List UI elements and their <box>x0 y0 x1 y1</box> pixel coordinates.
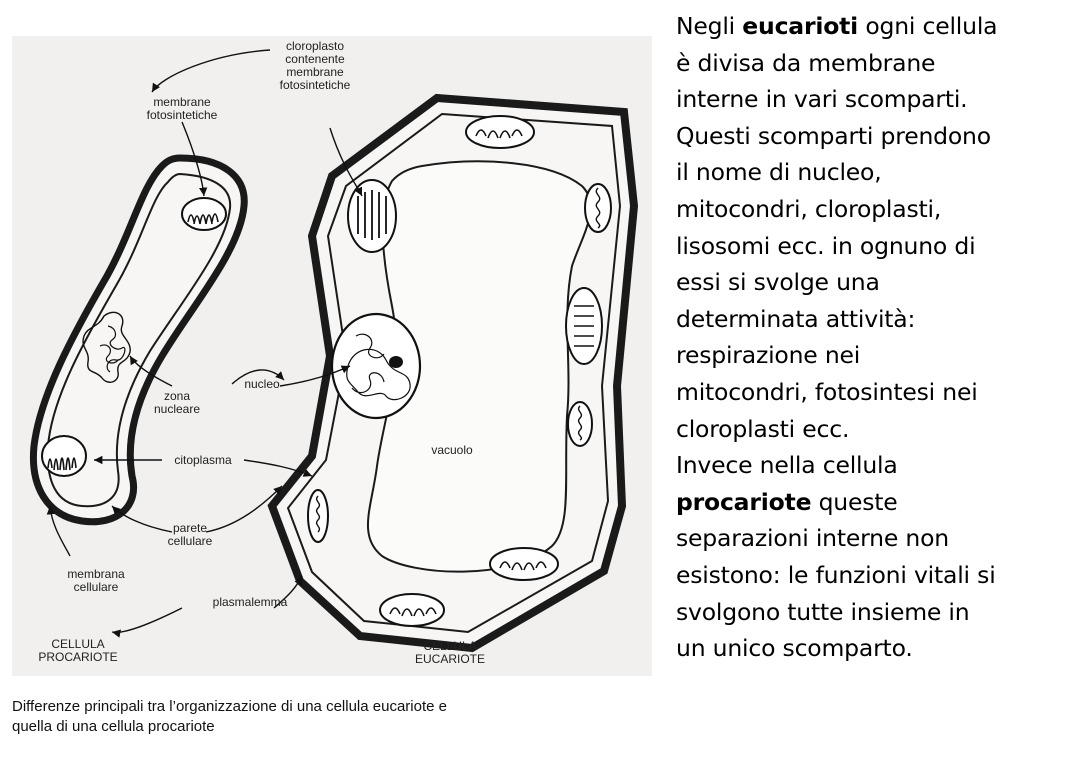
text-segment: Negli <box>676 12 743 40</box>
text-segment: Invece nella cellula <box>676 451 898 480</box>
figure-caption: Differenze principali tra l’organizzazione di una cellula eucariote e quella di una cellula procariote <box>12 698 447 735</box>
text-line <box>676 374 1068 411</box>
text-line <box>676 447 1068 484</box>
text-segment: esistono: le funzioni vitali si <box>676 560 996 589</box>
text-segment: determinata attività: <box>676 304 916 333</box>
text-line <box>676 45 1068 82</box>
text-segment: cloroplasti ecc. <box>676 414 850 443</box>
mitochondrion-right-top <box>585 184 611 232</box>
chloroplast-left <box>348 180 396 252</box>
text-line <box>676 228 1068 265</box>
text-segment: ogni cellula <box>858 12 998 40</box>
explanation-text <box>676 8 1068 667</box>
text-line <box>676 81 1068 118</box>
bold-term: procariote <box>676 487 812 516</box>
text-line <box>676 520 1068 557</box>
text-segment: respirazione nei <box>676 341 861 370</box>
text-segment: svolgono tutte insieme in <box>676 597 970 626</box>
label-cell-membrane: membrana cellulare <box>67 567 125 594</box>
label-cytoplasm: citoplasma <box>174 453 232 467</box>
label-plasmalemma: plasmalemma <box>212 595 288 609</box>
nucleus <box>332 314 420 418</box>
text-line <box>676 411 1068 448</box>
mitochondrion-left <box>308 490 328 542</box>
label-nuclear-zone: zona nucleare <box>153 389 201 416</box>
text-line <box>676 337 1068 374</box>
prokaryotic-cell <box>33 158 244 522</box>
text-line <box>676 557 1068 594</box>
chloroplast-bottom-right <box>490 548 558 580</box>
label-chloroplast: cloroplasto contenente membrane fotosintetiche <box>279 39 351 92</box>
label-eukaryotic-cell: CELLULA EUCARIOTE <box>414 639 485 666</box>
bold-term: eucarioti <box>742 12 859 40</box>
label-nucleus: nucleo <box>244 377 280 391</box>
chloroplast-bottom-left <box>380 594 444 626</box>
text-line <box>676 264 1068 301</box>
text-segment: essi si svolge una <box>676 268 880 297</box>
prokaryote-photosynthetic-membranes <box>182 198 226 230</box>
text-segment: è divisa da membrane <box>676 48 936 77</box>
text-line <box>676 594 1068 631</box>
prokaryote-membranes-bottom <box>42 436 86 476</box>
label-cell-wall: parete cellulare <box>167 521 213 548</box>
label-photosynthetic-membranes: membrane fotosintetiche <box>146 95 218 122</box>
text-segment: lisosomi ecc. in ognuno di <box>676 231 976 260</box>
text-segment: interne in vari scomparti. <box>676 85 968 114</box>
text-line <box>676 301 1068 338</box>
text-segment: un unico scomparto. <box>676 634 913 663</box>
text-segment: queste <box>811 487 898 516</box>
text-line <box>676 154 1068 191</box>
chloroplast-top <box>466 116 534 148</box>
text-line <box>676 484 1068 521</box>
cell-comparison-diagram <box>12 36 652 676</box>
text-line <box>676 191 1068 228</box>
chloroplast-right <box>566 288 602 364</box>
label-vacuole: vacuolo <box>431 443 473 457</box>
text-line <box>676 630 1068 667</box>
text-segment: separazioni interne non <box>676 524 949 553</box>
text-segment: mitocondri, cloroplasti, <box>676 194 942 223</box>
text-line <box>676 118 1068 155</box>
text-segment: il nome di nucleo, <box>676 158 882 187</box>
text-segment: mitocondri, fotosintesi nei <box>676 377 978 406</box>
mitochondrion-right <box>568 402 592 446</box>
label-prokaryotic-cell: CELLULA PROCARIOTE <box>38 637 118 664</box>
text-line <box>676 8 1068 45</box>
text-segment: Questi scomparti prendono <box>676 121 991 150</box>
eukaryotic-cell <box>272 98 634 648</box>
